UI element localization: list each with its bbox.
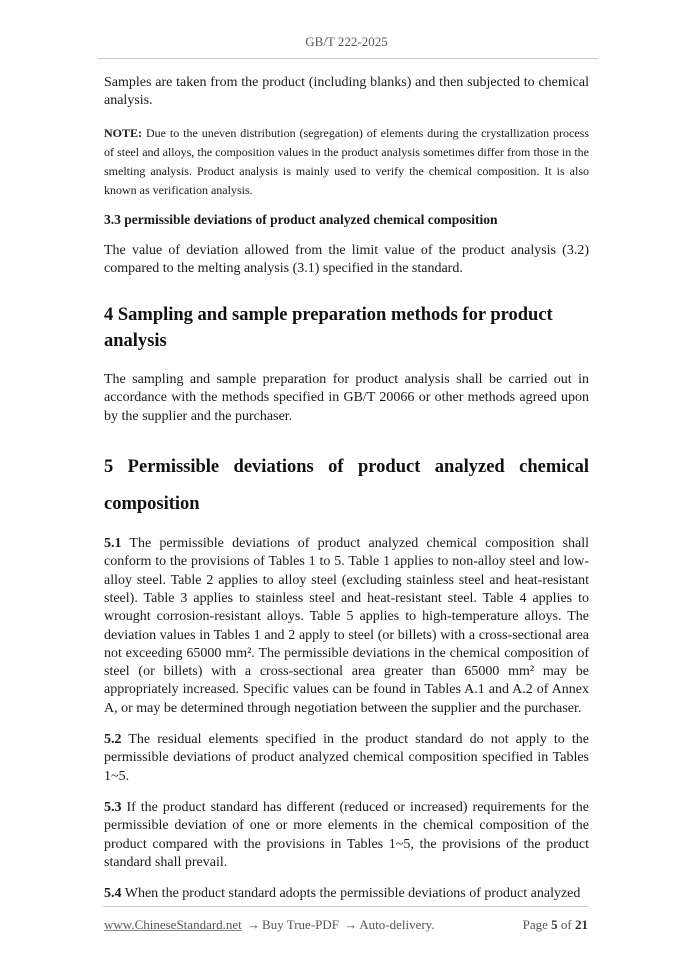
page-total: 21 [575,917,588,932]
note-label: NOTE: [104,125,143,140]
clause-3-3-text: The value of deviation allowed from the limit value of the product analysis (3.2) compared to the melting analysis (3.1) specified in the standard. [104,242,589,276]
page-label: Page [522,917,548,932]
header-divider [98,58,598,59]
website-link[interactable]: www.ChineseStandard.net [104,917,242,932]
clause-5-4 [104,885,589,903]
footer-divider [103,906,588,907]
page-of: of [560,917,572,932]
arrow-right-icon: → [344,917,358,932]
document-header: GB/T 222-2025 [305,34,388,49]
clause-number: 5.4 [104,886,122,902]
clause-number: 5.2 [104,732,122,748]
clause-text: The residual elements specified in the product standard do not apply to the permissible deviations of product analyzed chemical composition specified in Tables 1~5. [104,732,589,784]
clause-text: If the product standard has different (reduced or increased) requirements for the permissible deviation of one or more elements in the chemical composition of the product compared with the provisions in Tables 1~5, the provisions of the product standard shall prevail. [104,799,589,870]
footer-step-delivery: Auto-delivery. [359,917,435,932]
intro-paragraph: Samples are taken from the product (including blanks) and then subjected to chemical analysis. [104,75,589,109]
footer-step-buy: Buy True-PDF [262,917,339,932]
clause-text: When the product standard adopts the permissible deviations of product analyzed [121,886,581,902]
section-4-heading: 4 Sampling and sample preparation methods for product analysis [104,305,553,352]
footer-promo [104,917,435,933]
clause-3-3-heading: 3.3 permissible deviations of product analyzed chemical composition [104,211,498,227]
clause-5-3 [104,799,589,872]
clause-5-1 [104,535,589,718]
clause-text: The permissible deviations of product analyzed chemical composition shall conform to the provisions of Tables 1 to 5. Table 1 applies to non-alloy steel and low-alloy steel. Table 2 applies to alloy steel (excluding stainless steel and heat-resistant steel). Table 3 applies to stainless steel and heat-resistant steel. Table 4 applies to wrought corrosion-resistant alloys. Table 5 applies to high-temperature alloys. The deviation values in Tables 1 and 2 apply to steel (or billets) with a cross-sectional area not exceeding 65000 mm². The permissible deviations in the chemical composition of steel (or billets) with a cross-sectional area greater than 65000 mm² may be appropriately increased. Specific values can be found in Tables A.1 and A.2 of Annex A, or may be determined through negotiation between the supplier and the purchaser. [104,536,589,716]
clause-number: 5.1 [104,536,122,552]
clause-number: 5.3 [104,799,122,815]
note-paragraph [104,124,589,200]
page-content [104,74,589,916]
section-5-heading: 5 Permissible deviations of product analyzed chemical composition [104,457,589,515]
note-text: Due to the uneven distribution (segregation) of elements during the crystallization process of steel and alloys, the composition values in the product analysis sometimes differ from those in the smelting analysis. Product analysis is mainly used to verify the chemical composition. It is also known as verification analysis. [104,125,589,197]
page-footer [104,917,588,933]
page-current: 5 [551,917,558,932]
section-4-text: The sampling and sample preparation for product analysis shall be carried out in accordance with the methods specified in GB/T 20066 or other methods agreed upon by the supplier and the purchaser. [104,372,589,424]
arrow-right-icon: → [247,917,261,932]
clause-5-2 [104,731,589,786]
page-number [523,917,588,933]
